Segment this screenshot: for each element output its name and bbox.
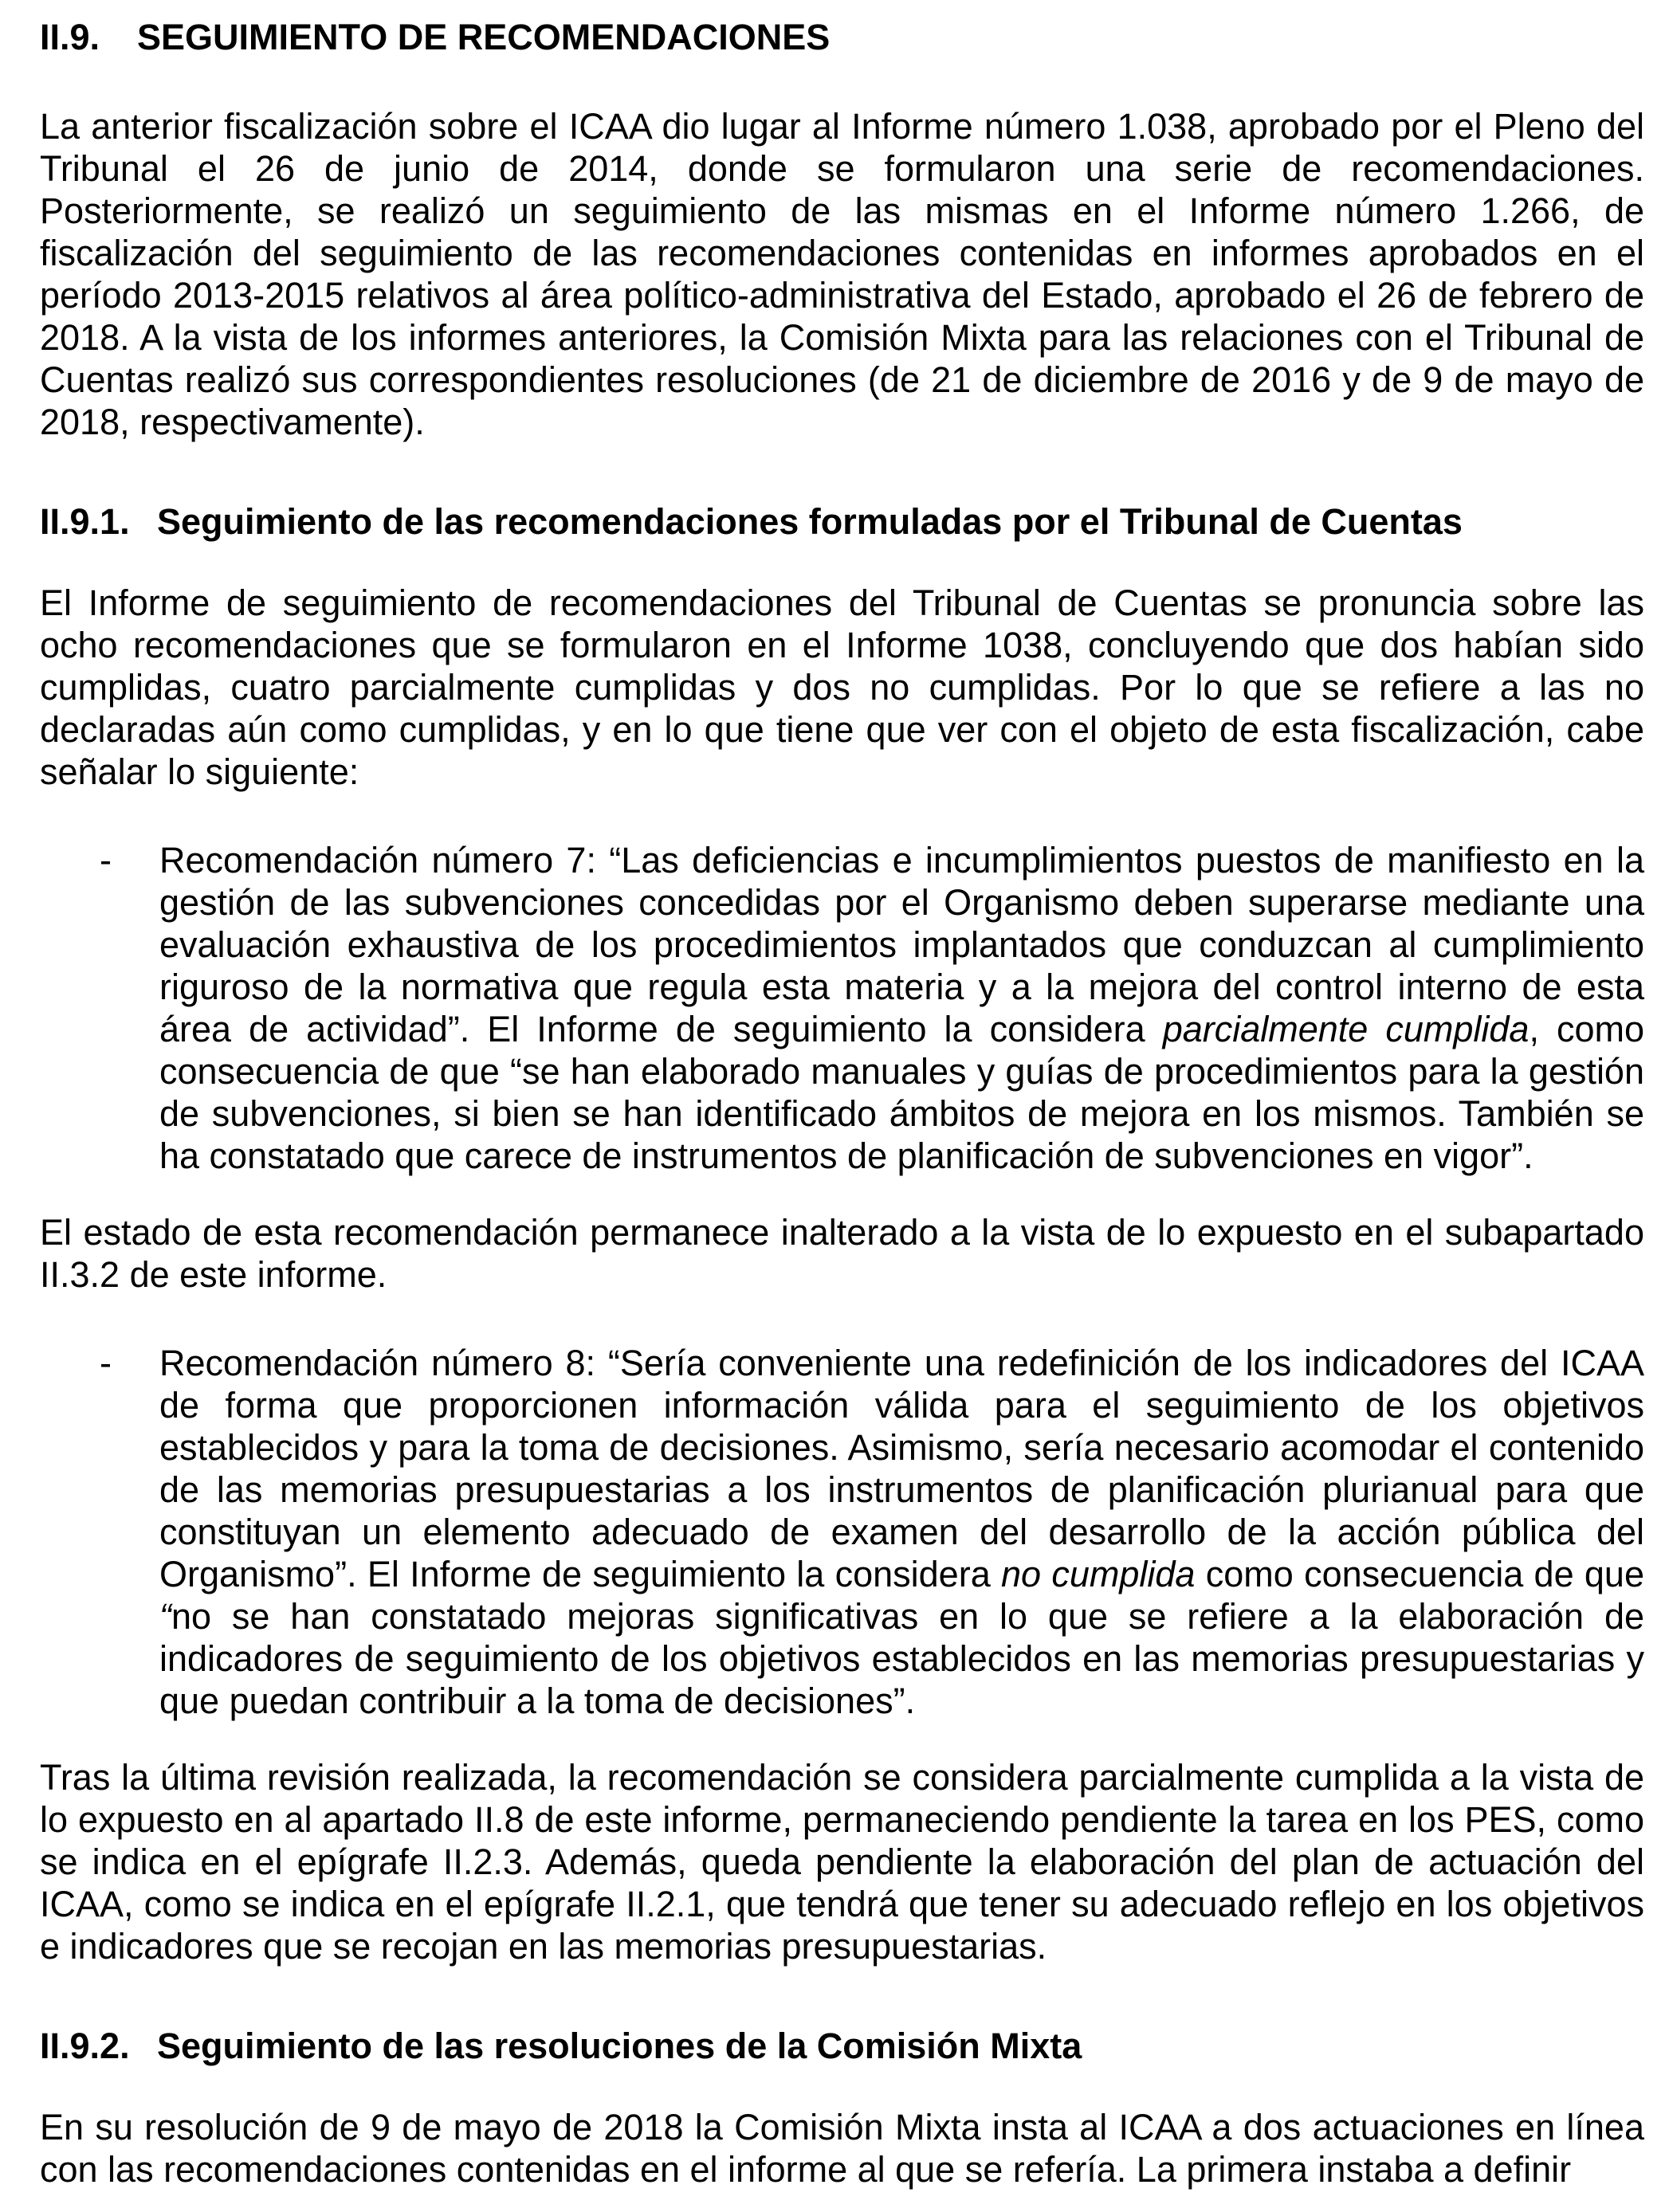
subsection-title: Seguimiento de las recomendaciones formuladas por el Tribunal de Cuentas [157, 501, 1463, 542]
subsection-title: Seguimiento de las resoluciones de la Comisión Mixta [157, 2026, 1082, 2066]
list-item [40, 1342, 1644, 1722]
subsection-heading [40, 2025, 1644, 2067]
paragraph [40, 105, 1644, 443]
bullet-dash: - [100, 840, 112, 880]
text-run: El estado de esta recomendación permanece inalterado a la vista de lo expuesto en el subapartado II.3.2 de este informe. [40, 1212, 1644, 1295]
text-run: La anterior fiscalización sobre el ICAA dio lugar al Informe número 1.038, aprobado por el Pleno del Tribunal el 26 de junio de 2014, donde se formularon una serie de recomendaciones. Posteriormente, se realizó un seguimiento de las mismas en el Informe número 1.266, de fiscalización del seguimiento de las recomendaciones contenidas en informes aprobados en el período 2013-2015 relativos al área político-administrativa del Estado, aprobado el 26 de febrero de 2018. A la vista de los informes anteriores, la Comisión Mixta para las relaciones con el Tribunal de Cuentas realizó sus correspondientes resoluciones (de 21 de diciembre de 2016 y de 9 de mayo de 2018, respectivamente). [40, 106, 1644, 442]
subsection-heading [40, 500, 1644, 543]
subsection-number: II.9.2. [40, 2026, 130, 2066]
text-run: En su resolución de 9 de mayo de 2018 la Comisión Mixta insta al ICAA a dos actuaciones en línea con las recomendaciones contenidas en el informe al que se refería. La primera instaba a definir [40, 2107, 1644, 2190]
text-run: , como consecuencia de que “se han elaborado manuales y guías de procedimientos para la gestión de subvenciones, si bien se han identificado ámbitos de mejora en los mismos. También se ha constatado que carece de instrumentos de planificación de subvenciones en vigor”. [159, 1009, 1644, 1176]
paragraph [40, 1756, 1644, 1967]
section-number: II.9. [40, 17, 100, 57]
list-item-text [159, 840, 1644, 1176]
text-run: Recomendación número 7: “Las deficiencias e incumplimientos puestos de manifiesto en la gestión de las subvenciones concedidas por el Organismo deben superarse mediante una evaluación exhaustiva de los procedimientos implantados que conduzcan al cumplimiento riguroso de la normativa que regula esta materia y a la mejora del control interno de esta área de actividad”. El Informe de seguimiento la considera [159, 840, 1644, 1049]
subsection-number: II.9.1. [40, 501, 130, 542]
bullet-dash: - [100, 1343, 112, 1383]
section-title: SEGUIMIENTO DE RECOMENDACIONES [137, 17, 831, 57]
text-run: como consecuencia de que [1195, 1554, 1644, 1594]
text-run: no se han constatado mejoras significativas en lo que se refiere a la elaboración de indicadores de seguimiento de los objetivos establecidos en las memorias presupuestarias y que puedan contribuir a la toma de decisiones”. [159, 1596, 1644, 1721]
list-item [40, 839, 1644, 1177]
paragraph [40, 2106, 1644, 2190]
text-run: Recomendación número 8: “Sería conveniente una redefinición de los indicadores del ICAA de forma que proporcionen información válida para el seguimiento de los objetivos establecidos y para la toma de decisiones. Asimismo, sería necesario acomodar el contenido de las memorias presupuestarias a los instrumentos de planificación plurianual para que constituyan un elemento adecuado de examen del desarrollo de la acción pública del Organismo”. El Informe de seguimiento la considera [159, 1343, 1644, 1594]
text-run: Tras la última revisión realizada, la recomendación se considera parcialmente cumplida a la vista de lo expuesto en al apartado II.8 de este informe, permaneciendo pendiente la tarea en los PES, como se indica en el epígrafe II.2.3. Además, queda pendiente la elaboración del plan de actuación del ICAA, como se indica en el epígrafe II.2.1, que tendrá que tener su adecuado reflejo en los objetivos e indicadores que se recojan en las memorias presupuestarias. [40, 1757, 1644, 1967]
italic-text-run: no cumplida [1001, 1554, 1196, 1594]
italic-text-run: “ [159, 1596, 171, 1637]
list-item-text [159, 1343, 1644, 1721]
paragraph [40, 582, 1644, 793]
text-run: El Informe de seguimiento de recomendaciones del Tribunal de Cuentas se pronuncia sobre las ocho recomendaciones que se formularon en el Informe 1038, concluyendo que dos habían sido cumplidas, cuatro parcialmente cumplidas y dos no cumplidas. Por lo que se refiere a las no declaradas aún como cumplidas, y en lo que tiene que ver con el objeto de esta fiscalización, cabe señalar lo siguiente: [40, 582, 1644, 792]
paragraph [40, 1211, 1644, 1296]
section-heading [40, 16, 1644, 58]
italic-text-run: parcialmente cumplida [1162, 1009, 1530, 1049]
